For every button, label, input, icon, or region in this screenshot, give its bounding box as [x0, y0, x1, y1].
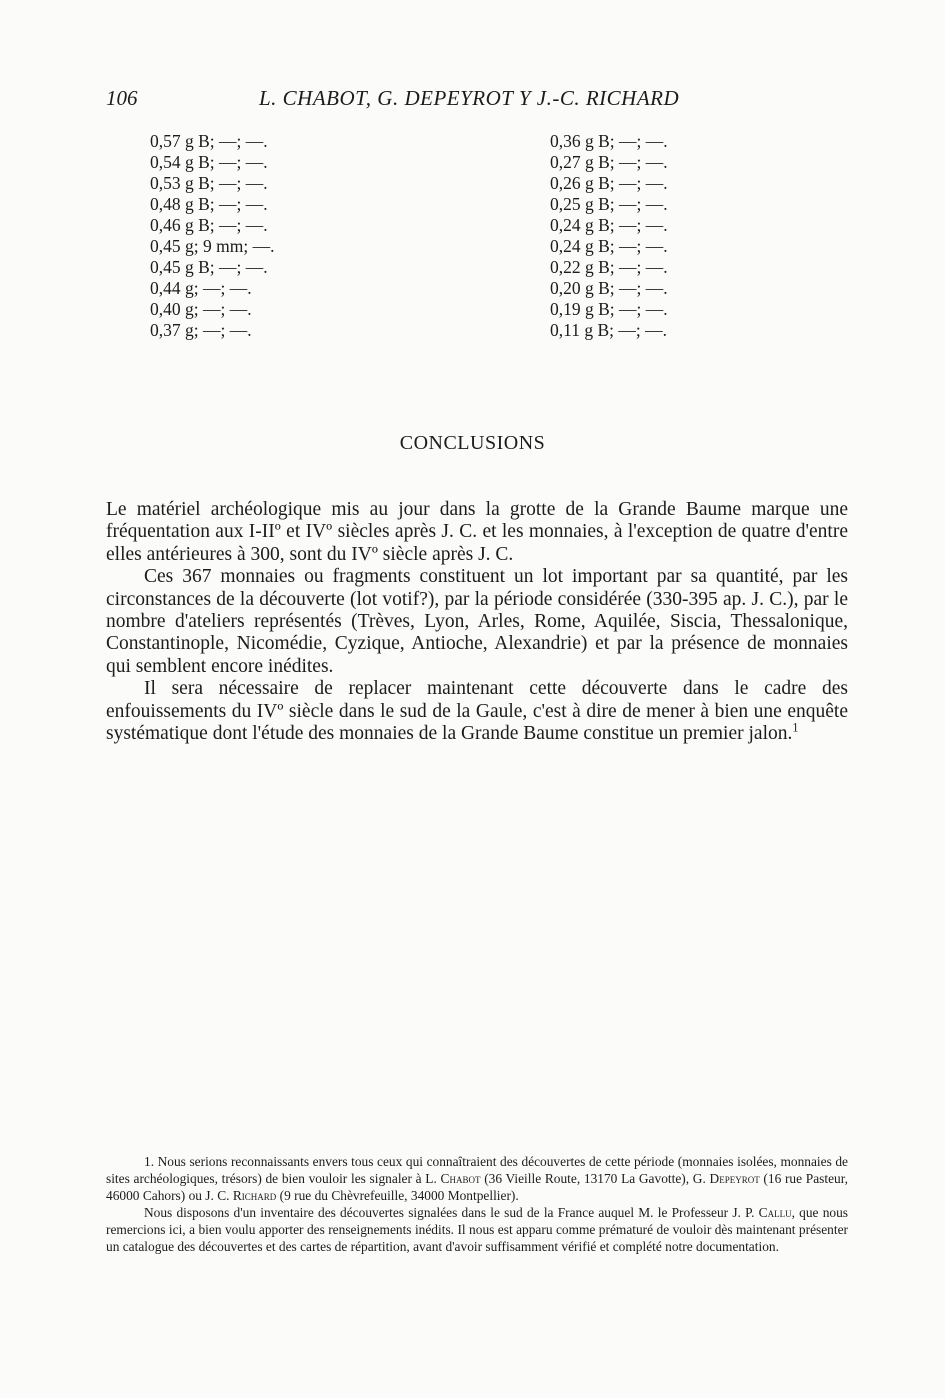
author-name: Chabot	[440, 1171, 481, 1186]
list-item: 0,26 g B; —; —.	[550, 173, 668, 193]
list-item: 0,36 g B; —; —.	[550, 131, 668, 151]
page-number: 106	[106, 86, 138, 110]
weights-list-left	[150, 131, 274, 341]
list-item: 0,22 g B; —; —.	[550, 257, 668, 277]
list-item: 0,53 g B; —; —.	[150, 173, 268, 193]
list-item: 0,25 g B; —; —.	[550, 194, 668, 214]
body-text	[106, 499, 848, 745]
paragraph	[106, 566, 848, 678]
footnote	[106, 1204, 848, 1255]
list-item: 0,37 g; —; —.	[150, 320, 252, 340]
list-item: 0,54 g B; —; —.	[150, 152, 268, 172]
footnotes	[106, 1153, 848, 1255]
paragraph-text: Ces 367 monnaies ou fragments constituent un lot important par sa quantité, par les circonstances de la découverte (lot votif?), par la période considérée (330-395 ap. J. C.), par le nombre d'ateliers représentés (Trèves, Lyon, Arles, Rome, Aquilée, Siscia, Thessalonique, Constantinople, Nicomédie, Cyzique, Antioche, Alexandrie) et par la présence de monnaies qui semblent encore inédites.	[106, 566, 848, 677]
paragraph	[106, 499, 848, 566]
person-name: Callu	[758, 1205, 792, 1220]
footnote-text: , que nous remercions ici, a bien voulu apporter des renseignements inédits. Il nous est apparu comme prématuré de vouloir dès maintenant présenter un catalogue des découvertes et des cartes de répartition, avant d'avoir suffisamment vérifié et complété notre documentation.	[106, 1205, 848, 1254]
page-header	[106, 86, 706, 116]
section-heading: CONCLUSIONS	[399, 432, 546, 454]
footnote-text: Nous disposons d'un inventaire des découvertes signalées dans le sud de la France auquel M. le Professeur J. P.	[144, 1205, 759, 1220]
list-item: 0,57 g B; —; —.	[150, 131, 268, 151]
list-item: 0,44 g; —; —.	[150, 278, 252, 298]
list-item: 0,27 g B; —; —.	[550, 152, 668, 172]
paragraph-text: Le matériel archéologique mis au jour dans la grotte de la Grande Baume marque une fréquentation aux I-IIº et IVº siècles après J. C. et les monnaies, à l'exception de quatre d'entre elles antérieures à 300, sont du IVº siècle après J. C.	[106, 499, 848, 565]
footnote	[106, 1153, 848, 1204]
list-item: 0,45 g; 9 mm; —.	[150, 236, 275, 256]
list-item: 0,46 g B; —; —.	[150, 215, 268, 235]
running-head: L. CHABOT, G. DEPEYROT Y J.-C. RICHARD	[259, 86, 680, 110]
footnote-ref: 1	[792, 720, 799, 735]
footnote-text: (9 rue du Chèvrefeuille, 34000 Montpellier).	[276, 1188, 519, 1203]
author-name: Richard	[232, 1188, 277, 1203]
list-item: 0,48 g B; —; —.	[150, 194, 268, 214]
list-item: 0,24 g B; —; —.	[550, 215, 668, 235]
list-item: 0,20 g B; —; —.	[550, 278, 668, 298]
paragraph-text: Il sera nécessaire de replacer maintenant cette découverte dans le cadre des enfouissements du IVº siècle dans le sud de la Gaule, c'est à dire de mener à bien une enquête systématique dont l'étude des monnaies de la Grande Baume constitue un premier jalon.	[106, 678, 848, 745]
list-item: 0,24 g B; —; —.	[550, 236, 668, 256]
footnote-text: (16 rue Pasteur, 46000 Cahors) ou J. C.	[106, 1171, 848, 1203]
list-item: 0,40 g; —; —.	[150, 299, 252, 319]
list-item: 0,45 g B; —; —.	[150, 257, 268, 277]
footnote-text: 1. Nous serions reconnaissants envers tous ceux qui connaîtraient des découvertes de cette période (monnaies isolées, monnaies de sites archéologiques, trésors) de bien vouloir les signaler à L.	[106, 1154, 848, 1186]
list-item: 0,19 g B; —; —.	[550, 299, 668, 319]
paragraph	[106, 678, 848, 745]
weights-list-right	[550, 131, 668, 341]
author-name: Depeyrot	[709, 1171, 760, 1186]
list-item: 0,11 g B; —; —.	[550, 320, 667, 340]
footnote-text: (36 Vieille Route, 13170 La Gavotte), G.	[480, 1171, 710, 1186]
